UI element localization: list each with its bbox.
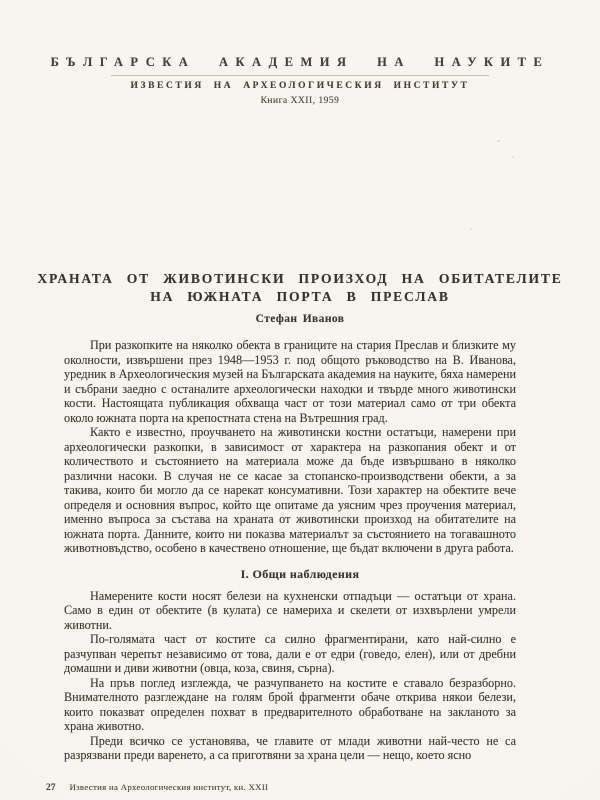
signature-number: 27 [46, 783, 56, 793]
body-paragraph: Както е известно, проучването на животински костни остатъци, намерени при археологически разкопки, в зависимост от характера на разкопания обект и от количеството и състоянието на материала може да бъде извършвано в няколко различни насоки. В случая не се касае за стопанско-производствени обекти, а за такива, които би могло да се нарекат консумативни. Този характер на обектите вече определя и основния въпрос, който ще опитаме да уясним чрез проучения материал, именно въпроса за състава на храната от животински произход на обитателите на южната порта. Данните, които ни показва материалът за състоянието на тогавашното животновъдство, особено в качествено отношение, ще бъдат включени в друга работа. [64, 425, 516, 555]
title-line-2: НА ЮЖНАТА ПОРТА В ПРЕСЛАВ [150, 289, 450, 304]
body-paragraph: По-голямата част от костите са силно фрагментирани, като най-силно е разчупван черепът независимо от това, дали е от едри (говедо, елен), или от дребни домашни и диви животни (овца, коза, свиня, сърна). [64, 632, 516, 675]
body-paragraph: Преди всичко се установява, че главите от млади животни най-често не са разрязвани преди варенето, а са приготвяни за храна цели — нещо, което ясно [64, 733, 516, 762]
masthead-divider [111, 75, 489, 76]
section-heading: I. Общи наблюдения [240, 566, 360, 581]
article-title [0, 270, 600, 306]
volume-year: Книга XXII, 1959 [260, 96, 340, 106]
article [0, 270, 600, 763]
body-paragraph: Намерените кости носят белези на кухненски отпадъци — остатъци от храна. Само в един от обектите (в кулата) се намериха и скелети от изхвърлени умрели животни. [64, 588, 516, 632]
scan-speck [470, 228, 472, 230]
body-paragraph: При разкопките на няколко обекта в границите на стария Преслав и близките му околности, извършени през 1948—1953 г. под общото ръководство на В. Иванова, уредник в Археологическия музей на Българската академия на науките, бяха намерени и събрани заедно с останалите археологически находки и твърде много животински кости. Настоящата публикация обхваща част от този материал само от три обекта около южната порта на крепостната стена на Вътрешния град. [64, 338, 516, 425]
section-paragraphs [64, 589, 516, 763]
introduction-paragraphs [64, 338, 516, 556]
scan-speck [497, 140, 500, 142]
journal-title: ИЗВЕСТИЯ НА АРХЕОЛОГИЧЕСКИЯ ИНСТИТУТ [130, 81, 470, 91]
title-line-1: ХРАНАТА ОТ ЖИВОТИНСКИ ПРОИЗХОД НА ОБИТАТЕЛИТЕ [37, 271, 563, 286]
body-paragraph: На пръв поглед изглежда, че разчупването на костите е ставало безразборно. Внимателното разглеждане на голям брой фрагменти обаче открива някои белези, които показват определен похват в предварителното обработване на закланото за храна животно. [64, 675, 516, 733]
page-footer [46, 782, 268, 793]
academy-name: БЪЛГАРСКА АКАДЕМИЯ НА НАУКИТЕ [50, 55, 550, 69]
author-name: Стефан Иванов [255, 313, 345, 325]
running-title: Известия на Археологическия институт, кн. XXII [69, 782, 269, 792]
scan-speck [512, 156, 514, 158]
journal-masthead [0, 0, 600, 106]
